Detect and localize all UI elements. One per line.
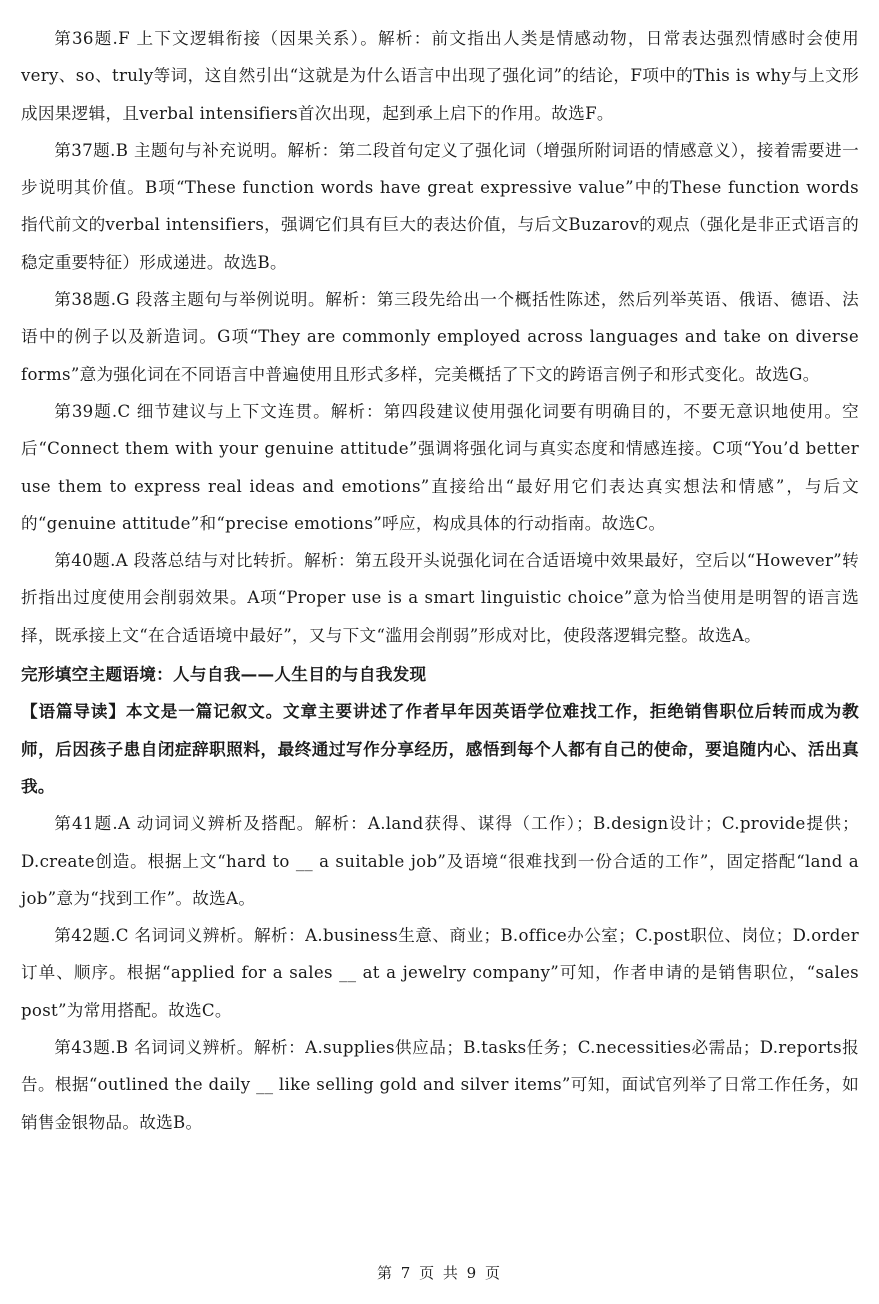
explanation-q36: 第36题.F 上下文逻辑衔接（因果关系）。解析：前文指出人类是情感动物，日常表达强烈情感时会使用very、so、truly等词，这自然引出“这就是为什么语言中出现了强化词”的结论，F项中的This is why与上文形成因果逻辑，且verbal intensifiers首次出现，起到承上启下的作用。故选F。: [21, 29, 859, 123]
explanation-q37: 第37题.B 主题句与补充说明。解析：第二段首句定义了强化词（增强所附词语的情感意义），接着需要进一步说明其价值。B项“These function words have great expressive value”中的These function words指代前文的verbal intensifiers，强调它们具有巨大的表达价值，与后文Buzarov的观点（强化是非正式语言的稳定重要特征）形成递进。故选B。: [21, 140, 859, 272]
explanation-q43: 第43题.B 名词词义辨析。解析：A.supplies供应品；B.tasks任务；C.necessities必需品；D.reports报告。根据“outlined the daily __ like selling gold and silver items”可知，面试官列举了日常工作任务，如销售金银物品。故选B。: [21, 1038, 859, 1132]
explanation-q40: 第40题.A 段落总结与对比转折。解析：第五段开头说强化词在合适语境中效果最好，空后以“However”转折指出过度使用会削弱效果。A项“Proper use is a smart linguistic choice”意为恰当使用是明智的语言选择，既承接上文“在合适语境中最好”，又与下文“滥用会削弱”形成对比，使段落逻辑完整。故选A。: [21, 551, 859, 645]
explanation-q38: 第38题.G 段落主题句与举例说明。解析：第三段先给出一个概括性陈述，然后列举英语、俄语、德语、法语中的例子以及新造词。G项“They are commonly employed across languages and take on diverse forms”意为强化词在不同语言中普遍使用且形式多样，完美概括了下文的跨语言例子和形式变化。故选G。: [21, 290, 859, 384]
explanation-q41: 第41题.A 动词词义辨析及搭配。解析：A.land获得、谋得（工作）；B.design设计；C.provide提供；D.create创造。根据上文“hard to __ a suitable job”及语境“很难找到一份合适的工作”，固定搭配“land a job”意为“找到工作”。故选A。: [21, 814, 859, 908]
section-heading: 完形填空主题语境：人与自我——人生目的与自我发现: [21, 665, 427, 685]
page-number: 第 7 页 共 9 页: [377, 1264, 502, 1282]
answer-explanation-page: [21, 20, 859, 1141]
explanation-q39: 第39题.C 细节建议与上下文连贯。解析：第四段建议使用强化词要有明确目的，不要无意识地使用。空后“Connect them with your genuine attitude”强调将强化词与真实态度和情感连接。C项“You’d better use them to express real ideas and emotions”直接给出“最好用它们表达真实想法和情感”，与后文的“genuine attitude”和“precise emotions”呼应，构成具体的行动指南。故选C。: [21, 401, 859, 533]
explanation-q42: 第42题.C 名词词义辨析。解析：A.business生意、商业；B.office办公室；C.post职位、岗位；D.order订单、顺序。根据“applied for a sales __ at a jewelry company”可知，作者申请的是销售职位，“sales post”为常用搭配。故选C。: [21, 926, 859, 1020]
passage-intro: 【语篇导读】本文是一篇记叙文。文章主要讲述了作者早年因英语学位难找工作，拒绝销售职位后转而成为教师，后因孩子患自闭症辞职照料，最终通过写作分享经历，感悟到每个人都有自己的使命，要追随内心、活出真我。: [21, 702, 859, 796]
